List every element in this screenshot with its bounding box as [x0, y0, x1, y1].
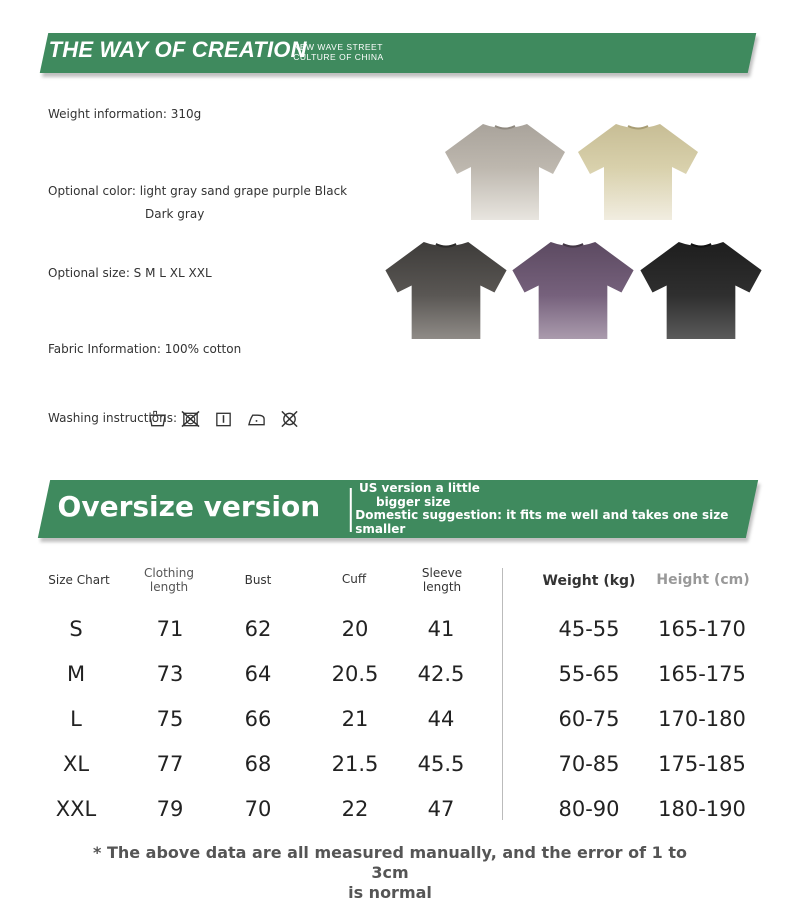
cell-height: 165-170 — [658, 617, 746, 641]
cell-weight: 70-85 — [558, 752, 620, 776]
cell-height: 175-185 — [658, 752, 746, 776]
cell-bust: 70 — [244, 797, 272, 821]
version-note-line4: smaller — [355, 522, 406, 536]
header-subtitle — [293, 42, 384, 62]
shirt-sand-image — [576, 122, 700, 222]
cell-length: 73 — [156, 662, 184, 686]
version-note-line1: US version a little — [358, 481, 480, 495]
measurement-footnote — [80, 843, 700, 899]
header-weight: Weight (kg) — [542, 573, 636, 589]
cell-cuff: 21 — [341, 707, 369, 731]
header-title: THE WAY OF CREATION — [48, 37, 307, 62]
cell-weight: 80-90 — [558, 797, 620, 821]
no-bleach-icon — [214, 410, 233, 428]
washing-info: Washing instructions: — [48, 411, 177, 425]
no-tumble-dry-icon — [181, 410, 200, 428]
header-bust: Bust — [244, 573, 272, 587]
version-note-domestic — [355, 508, 728, 536]
version-note-us — [359, 481, 480, 509]
header-sleeve-line1: Sleeve — [421, 566, 463, 580]
cell-sleeve: 45.5 — [417, 752, 465, 776]
cell-cuff: 22 — [341, 797, 369, 821]
banner-divider — [350, 488, 352, 532]
cell-size: L — [70, 707, 82, 731]
fabric-info: Fabric Information: 100% cotton — [48, 342, 242, 356]
cell-sleeve: 41 — [427, 617, 455, 641]
cell-weight: 45-55 — [558, 617, 620, 641]
cell-height: 170-180 — [658, 707, 746, 731]
header-subtitle-line1: NEW WAVE STREET — [293, 42, 383, 52]
header-clothing-line1: Clothing — [144, 566, 194, 580]
color-info-extra: Dark gray — [145, 207, 205, 221]
shirt-black-image — [638, 240, 764, 341]
no-dry-clean-icon — [280, 410, 299, 428]
wash-hand-icon — [148, 410, 167, 428]
header-height: Height (cm) — [656, 572, 750, 588]
header-sleeve-length — [404, 566, 480, 594]
size-info: Optional size: S M L XL XXL — [48, 266, 212, 280]
table-divider — [502, 568, 503, 820]
iron-low-icon — [247, 410, 266, 428]
cell-length: 79 — [156, 797, 184, 821]
shirt-light-gray-image — [443, 122, 567, 222]
cell-cuff: 20 — [341, 617, 369, 641]
cell-size: XXL — [55, 797, 97, 821]
footnote-line2: is normal — [348, 883, 432, 899]
cell-bust: 66 — [244, 707, 272, 731]
version-note-line2: bigger size — [375, 495, 451, 509]
cell-cuff: 20.5 — [331, 662, 379, 686]
footnote-line1: * The above data are all measured manually, and the error of 1 to 3cm — [93, 843, 687, 882]
cell-weight: 60-75 — [558, 707, 620, 731]
cell-length: 75 — [156, 707, 184, 731]
version-title: Oversize version — [57, 490, 321, 523]
header-clothing-line2: length — [149, 580, 189, 594]
cell-weight: 55-65 — [558, 662, 620, 686]
cell-sleeve: 44 — [427, 707, 455, 731]
shirt-dark-gray-image — [383, 240, 509, 341]
color-info: Optional color: light gray sand grape purple Black — [48, 184, 348, 198]
cell-size: S — [69, 617, 83, 641]
weight-info: Weight information: 310g — [48, 107, 202, 121]
version-banner — [38, 480, 758, 538]
header-subtitle-line2: CULTURE OF CHINA — [293, 52, 384, 62]
cell-length: 77 — [156, 752, 184, 776]
cell-size: M — [66, 662, 86, 686]
header-size-chart: Size Chart — [48, 573, 110, 587]
cell-bust: 62 — [244, 617, 272, 641]
shirt-grape-purple-image — [510, 240, 636, 341]
cell-bust: 68 — [244, 752, 272, 776]
cell-height: 165-175 — [658, 662, 746, 686]
cell-bust: 64 — [244, 662, 272, 686]
cell-sleeve: 42.5 — [417, 662, 465, 686]
header-clothing-length — [130, 566, 208, 594]
cell-sleeve: 47 — [427, 797, 455, 821]
version-note-line3: Domestic suggestion: it fits me well and takes one size — [355, 508, 729, 522]
cell-height: 180-190 — [658, 797, 746, 821]
header-cuff: Cuff — [341, 572, 367, 586]
cell-length: 71 — [156, 617, 184, 641]
cell-size: XL — [62, 752, 90, 776]
cell-cuff: 21.5 — [331, 752, 379, 776]
header-banner — [40, 33, 757, 73]
washing-icons — [148, 410, 299, 428]
header-sleeve-line2: length — [422, 580, 462, 594]
